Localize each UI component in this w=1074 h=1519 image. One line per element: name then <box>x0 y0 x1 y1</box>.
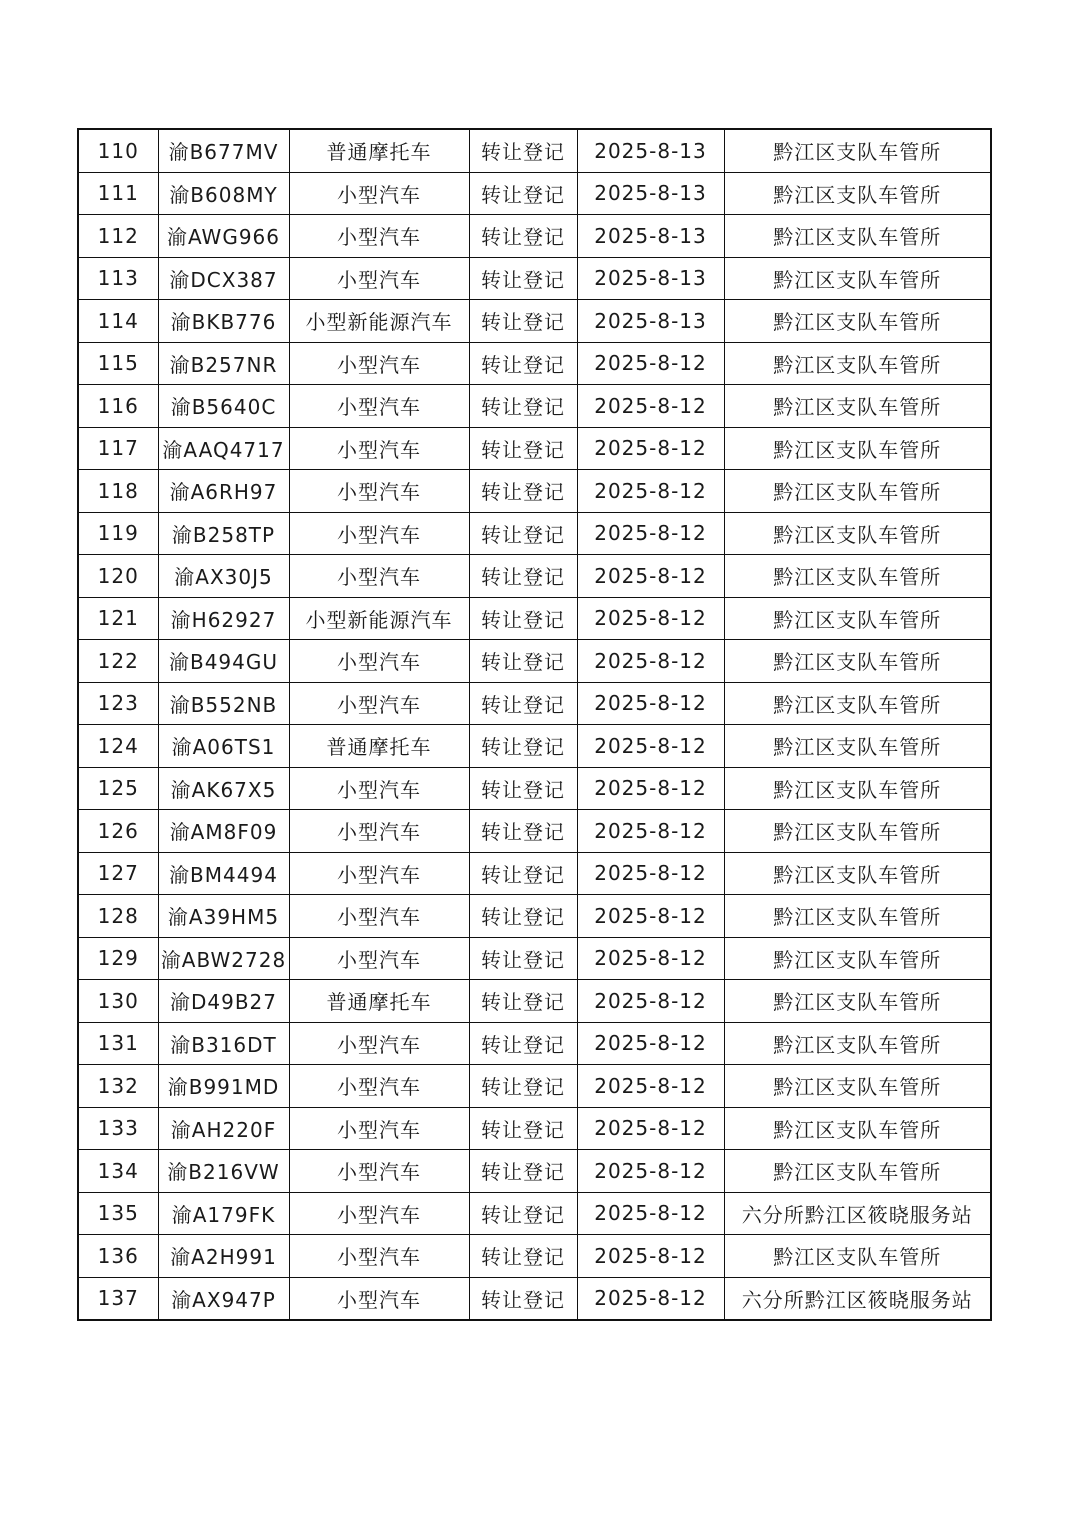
plate-number-cell: 渝B257NR <box>158 342 289 385</box>
date-cell: 2025-8-12 <box>577 852 724 895</box>
row-number-cell: 118 <box>78 470 158 513</box>
table-row <box>78 597 991 640</box>
business-type-cell: 转让登记 <box>469 852 577 895</box>
row-number-cell: 130 <box>78 980 158 1023</box>
plate-number-cell: 渝BM4494 <box>158 852 289 895</box>
office-cell: 六分所黔江区筱晓服务站 <box>724 1277 991 1320</box>
plate-number-cell: 渝B552NB <box>158 682 289 725</box>
office-cell: 黔江区支队车管所 <box>724 172 991 215</box>
date-cell: 2025-8-12 <box>577 470 724 513</box>
plate-number-cell: 渝AAQ4717 <box>158 427 289 470</box>
business-type-cell: 转让登记 <box>469 129 577 172</box>
table-row <box>78 852 991 895</box>
date-cell: 2025-8-13 <box>577 172 724 215</box>
row-number-cell: 112 <box>78 215 158 258</box>
plate-number-cell: 渝AM8F09 <box>158 810 289 853</box>
date-cell: 2025-8-12 <box>577 810 724 853</box>
date-cell: 2025-8-13 <box>577 129 724 172</box>
row-number-cell: 117 <box>78 427 158 470</box>
plate-number-cell: 渝H62927 <box>158 597 289 640</box>
business-type-cell: 转让登记 <box>469 257 577 300</box>
row-number-cell: 124 <box>78 725 158 768</box>
plate-number-cell: 渝A179FK <box>158 1192 289 1235</box>
plate-number-cell: 渝B991MD <box>158 1065 289 1108</box>
vehicle-type-cell: 小型汽车 <box>289 512 469 555</box>
vehicle-type-cell: 小型汽车 <box>289 767 469 810</box>
plate-number-cell: 渝A39HM5 <box>158 895 289 938</box>
business-type-cell: 转让登记 <box>469 215 577 258</box>
business-type-cell: 转让登记 <box>469 1277 577 1320</box>
vehicle-type-cell: 小型汽车 <box>289 852 469 895</box>
business-type-cell: 转让登记 <box>469 1192 577 1235</box>
date-cell: 2025-8-12 <box>577 1107 724 1150</box>
business-type-cell: 转让登记 <box>469 470 577 513</box>
row-number-cell: 127 <box>78 852 158 895</box>
office-cell: 黔江区支队车管所 <box>724 767 991 810</box>
date-cell: 2025-8-12 <box>577 1277 724 1320</box>
plate-number-cell: 渝AH220F <box>158 1107 289 1150</box>
plate-number-cell: 渝B316DT <box>158 1022 289 1065</box>
plate-number-cell: 渝A6RH97 <box>158 470 289 513</box>
business-type-cell: 转让登记 <box>469 597 577 640</box>
plate-number-cell: 渝B677MV <box>158 129 289 172</box>
date-cell: 2025-8-12 <box>577 342 724 385</box>
vehicle-type-cell: 小型汽车 <box>289 215 469 258</box>
office-cell: 黔江区支队车管所 <box>724 1022 991 1065</box>
row-number-cell: 123 <box>78 682 158 725</box>
business-type-cell: 转让登记 <box>469 300 577 343</box>
plate-number-cell: 渝B5640C <box>158 385 289 428</box>
office-cell: 黔江区支队车管所 <box>724 342 991 385</box>
business-type-cell: 转让登记 <box>469 512 577 555</box>
office-cell: 黔江区支队车管所 <box>724 1150 991 1193</box>
table-row <box>78 342 991 385</box>
business-type-cell: 转让登记 <box>469 342 577 385</box>
row-number-cell: 136 <box>78 1235 158 1278</box>
table-row <box>78 980 991 1023</box>
date-cell: 2025-8-12 <box>577 1150 724 1193</box>
business-type-cell: 转让登记 <box>469 427 577 470</box>
date-cell: 2025-8-13 <box>577 257 724 300</box>
office-cell: 黔江区支队车管所 <box>724 640 991 683</box>
row-number-cell: 110 <box>78 129 158 172</box>
business-type-cell: 转让登记 <box>469 555 577 598</box>
date-cell: 2025-8-12 <box>577 895 724 938</box>
plate-number-cell: 渝AX947P <box>158 1277 289 1320</box>
row-number-cell: 120 <box>78 555 158 598</box>
vehicle-type-cell: 小型汽车 <box>289 385 469 428</box>
plate-number-cell: 渝DCX387 <box>158 257 289 300</box>
office-cell: 黔江区支队车管所 <box>724 300 991 343</box>
vehicle-type-cell: 普通摩托车 <box>289 980 469 1023</box>
date-cell: 2025-8-12 <box>577 512 724 555</box>
table-row <box>78 682 991 725</box>
plate-number-cell: 渝B258TP <box>158 512 289 555</box>
business-type-cell: 转让登记 <box>469 1107 577 1150</box>
vehicle-type-cell: 小型汽车 <box>289 1235 469 1278</box>
registration-table <box>77 128 992 1321</box>
plate-number-cell: 渝B216VW <box>158 1150 289 1193</box>
vehicle-type-cell: 小型汽车 <box>289 470 469 513</box>
row-number-cell: 131 <box>78 1022 158 1065</box>
row-number-cell: 132 <box>78 1065 158 1108</box>
vehicle-type-cell: 小型汽车 <box>289 1192 469 1235</box>
table-row <box>78 215 991 258</box>
plate-number-cell: 渝BKB776 <box>158 300 289 343</box>
table-row <box>78 1277 991 1320</box>
vehicle-type-cell: 普通摩托车 <box>289 129 469 172</box>
vehicle-type-cell: 小型汽车 <box>289 895 469 938</box>
office-cell: 黔江区支队车管所 <box>724 129 991 172</box>
date-cell: 2025-8-12 <box>577 1235 724 1278</box>
plate-number-cell: 渝D49B27 <box>158 980 289 1023</box>
date-cell: 2025-8-12 <box>577 725 724 768</box>
date-cell: 2025-8-12 <box>577 980 724 1023</box>
vehicle-type-cell: 小型汽车 <box>289 342 469 385</box>
plate-number-cell: 渝A06TS1 <box>158 725 289 768</box>
date-cell: 2025-8-12 <box>577 937 724 980</box>
table-row <box>78 555 991 598</box>
row-number-cell: 122 <box>78 640 158 683</box>
table-row <box>78 725 991 768</box>
date-cell: 2025-8-13 <box>577 300 724 343</box>
row-number-cell: 111 <box>78 172 158 215</box>
vehicle-type-cell: 小型汽车 <box>289 257 469 300</box>
business-type-cell: 转让登记 <box>469 1150 577 1193</box>
office-cell: 黔江区支队车管所 <box>724 215 991 258</box>
vehicle-type-cell: 小型汽车 <box>289 937 469 980</box>
office-cell: 黔江区支队车管所 <box>724 682 991 725</box>
office-cell: 黔江区支队车管所 <box>724 385 991 428</box>
table-row <box>78 470 991 513</box>
office-cell: 黔江区支队车管所 <box>724 1235 991 1278</box>
row-number-cell: 116 <box>78 385 158 428</box>
row-number-cell: 121 <box>78 597 158 640</box>
business-type-cell: 转让登记 <box>469 640 577 683</box>
office-cell: 黔江区支队车管所 <box>724 597 991 640</box>
row-number-cell: 113 <box>78 257 158 300</box>
vehicle-type-cell: 小型汽车 <box>289 1022 469 1065</box>
office-cell: 黔江区支队车管所 <box>724 980 991 1023</box>
row-number-cell: 114 <box>78 300 158 343</box>
table-row <box>78 1235 991 1278</box>
vehicle-type-cell: 小型汽车 <box>289 1150 469 1193</box>
office-cell: 黔江区支队车管所 <box>724 852 991 895</box>
office-cell: 六分所黔江区筱晓服务站 <box>724 1192 991 1235</box>
row-number-cell: 115 <box>78 342 158 385</box>
plate-number-cell: 渝B494GU <box>158 640 289 683</box>
date-cell: 2025-8-12 <box>577 385 724 428</box>
row-number-cell: 135 <box>78 1192 158 1235</box>
office-cell: 黔江区支队车管所 <box>724 427 991 470</box>
row-number-cell: 119 <box>78 512 158 555</box>
business-type-cell: 转让登记 <box>469 895 577 938</box>
office-cell: 黔江区支队车管所 <box>724 725 991 768</box>
office-cell: 黔江区支队车管所 <box>724 512 991 555</box>
table-row <box>78 810 991 853</box>
row-number-cell: 129 <box>78 937 158 980</box>
table-row <box>78 1150 991 1193</box>
vehicle-type-cell: 小型汽车 <box>289 682 469 725</box>
business-type-cell: 转让登记 <box>469 1022 577 1065</box>
business-type-cell: 转让登记 <box>469 980 577 1023</box>
business-type-cell: 转让登记 <box>469 767 577 810</box>
office-cell: 黔江区支队车管所 <box>724 1065 991 1108</box>
business-type-cell: 转让登记 <box>469 385 577 428</box>
vehicle-type-cell: 小型汽车 <box>289 1277 469 1320</box>
vehicle-type-cell: 小型新能源汽车 <box>289 597 469 640</box>
date-cell: 2025-8-12 <box>577 1022 724 1065</box>
table-row <box>78 512 991 555</box>
business-type-cell: 转让登记 <box>469 725 577 768</box>
row-number-cell: 134 <box>78 1150 158 1193</box>
date-cell: 2025-8-12 <box>577 682 724 725</box>
date-cell: 2025-8-12 <box>577 767 724 810</box>
row-number-cell: 126 <box>78 810 158 853</box>
office-cell: 黔江区支队车管所 <box>724 555 991 598</box>
office-cell: 黔江区支队车管所 <box>724 470 991 513</box>
table-row <box>78 1107 991 1150</box>
row-number-cell: 133 <box>78 1107 158 1150</box>
business-type-cell: 转让登记 <box>469 937 577 980</box>
table-row <box>78 172 991 215</box>
office-cell: 黔江区支队车管所 <box>724 810 991 853</box>
registration-table-body <box>78 129 991 1320</box>
row-number-cell: 125 <box>78 767 158 810</box>
vehicle-type-cell: 小型新能源汽车 <box>289 300 469 343</box>
vehicle-type-cell: 普通摩托车 <box>289 725 469 768</box>
office-cell: 黔江区支队车管所 <box>724 257 991 300</box>
office-cell: 黔江区支队车管所 <box>724 1107 991 1150</box>
vehicle-type-cell: 小型汽车 <box>289 555 469 598</box>
plate-number-cell: 渝AWG966 <box>158 215 289 258</box>
vehicle-type-cell: 小型汽车 <box>289 1107 469 1150</box>
vehicle-type-cell: 小型汽车 <box>289 1065 469 1108</box>
date-cell: 2025-8-13 <box>577 215 724 258</box>
table-row <box>78 640 991 683</box>
business-type-cell: 转让登记 <box>469 1235 577 1278</box>
date-cell: 2025-8-12 <box>577 427 724 470</box>
plate-number-cell: 渝AK67X5 <box>158 767 289 810</box>
business-type-cell: 转让登记 <box>469 682 577 725</box>
date-cell: 2025-8-12 <box>577 1192 724 1235</box>
table-row <box>78 257 991 300</box>
plate-number-cell: 渝AX30J5 <box>158 555 289 598</box>
date-cell: 2025-8-12 <box>577 597 724 640</box>
office-cell: 黔江区支队车管所 <box>724 895 991 938</box>
table-row <box>78 385 991 428</box>
vehicle-type-cell: 小型汽车 <box>289 172 469 215</box>
table-row <box>78 129 991 172</box>
plate-number-cell: 渝B608MY <box>158 172 289 215</box>
business-type-cell: 转让登记 <box>469 1065 577 1108</box>
business-type-cell: 转让登记 <box>469 810 577 853</box>
table-row <box>78 937 991 980</box>
row-number-cell: 128 <box>78 895 158 938</box>
table-row <box>78 300 991 343</box>
date-cell: 2025-8-12 <box>577 555 724 598</box>
date-cell: 2025-8-12 <box>577 1065 724 1108</box>
vehicle-type-cell: 小型汽车 <box>289 427 469 470</box>
vehicle-type-cell: 小型汽车 <box>289 640 469 683</box>
row-number-cell: 137 <box>78 1277 158 1320</box>
table-row <box>78 767 991 810</box>
table-row <box>78 427 991 470</box>
table-row <box>78 895 991 938</box>
table-row <box>78 1192 991 1235</box>
vehicle-type-cell: 小型汽车 <box>289 810 469 853</box>
table-row <box>78 1022 991 1065</box>
date-cell: 2025-8-12 <box>577 640 724 683</box>
office-cell: 黔江区支队车管所 <box>724 937 991 980</box>
plate-number-cell: 渝ABW2728 <box>158 937 289 980</box>
table-row <box>78 1065 991 1108</box>
plate-number-cell: 渝A2H991 <box>158 1235 289 1278</box>
business-type-cell: 转让登记 <box>469 172 577 215</box>
